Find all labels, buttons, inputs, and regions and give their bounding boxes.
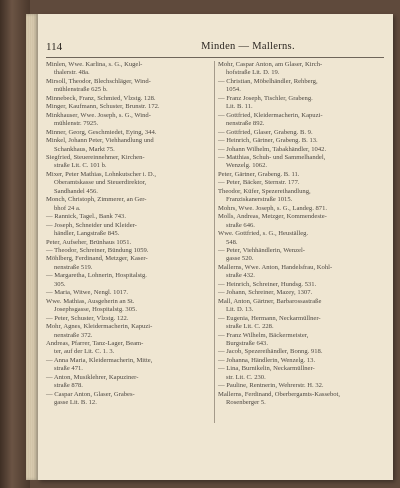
right-column: [218, 61, 383, 408]
entry-line: Theodor, Küfer, Spezereihandlung,: [218, 187, 311, 195]
directory-entry: [218, 382, 383, 390]
entry-line: — Franz Wilhelm, Bäckermeister,: [218, 331, 309, 339]
entry-line: Monch, Christoph, Zimmerer, an Ger-: [46, 196, 147, 204]
entry-line: — Rannick, Tagel., Bank 743.: [46, 213, 126, 221]
directory-entry: [218, 315, 383, 332]
directory-entry: [218, 154, 383, 171]
directory-entry: [218, 213, 383, 230]
entry-line: nenstraße 519.: [54, 263, 93, 271]
entry-line: — Gottfried, Glaser, Grabeng. B. 9.: [218, 128, 313, 136]
directory-entry: [46, 272, 211, 289]
column-divider: [214, 61, 215, 423]
directory-entry: [46, 213, 211, 221]
entry-line: — Matthias, Schuh- und Sammelhandel,: [218, 153, 326, 161]
entry-line: Minkhauser, Wwe. Joseph, s. G., Wind-: [46, 111, 151, 119]
entry-line: thalerstr. 48a.: [54, 69, 90, 77]
entry-line: — Anna Maria, Kleidermacherin, Mitte,: [46, 356, 153, 364]
directory-entry: [218, 298, 383, 315]
directory-entry: [46, 112, 211, 129]
directory-entry: [46, 357, 211, 374]
entry-line: — Peter, Viehhändlerin, Wenzel-: [218, 246, 306, 254]
entry-line: Oberamtskasse und Steuerdirektor,: [54, 179, 147, 187]
entry-line: — Eugenia, Hermann, Neckarmüllner-: [218, 314, 321, 322]
directory-entry: [218, 61, 383, 78]
entry-line: — Margaretha, Lohnerin, Hospitalstg.: [46, 272, 147, 280]
entry-line: Peter, Gärtner, Grabeng. B. 11.: [218, 170, 300, 178]
page-header: [38, 41, 393, 55]
entry-line: nenstraße 372.: [54, 331, 93, 339]
entry-line: bhof 24 a.: [54, 204, 81, 212]
entry-line: ter, auf der Lit. C. 1. 3.: [54, 348, 115, 356]
entry-line: — Heinrich, Schreiner, Hundsg. 531.: [218, 280, 317, 288]
entry-line: mühlenstr. 7925.: [54, 120, 99, 128]
entry-line: — Maria, Witwe, Nengl. 1017.: [46, 289, 129, 297]
entry-line: — Heinrich, Gärtner, Grabeng. B. 13.: [218, 137, 318, 145]
entry-line: Lit. B. 11.: [226, 103, 253, 111]
directory-entry: [218, 112, 383, 129]
entry-line: — Johann Wilhelm, Tabakhändler, 1042.: [218, 145, 327, 153]
entry-line: Mohr, Caspar Anton, am Glaser, Kirch-: [218, 61, 323, 68]
directory-entry: [218, 357, 383, 365]
page-number: 114: [46, 41, 63, 53]
directory-entry: [218, 179, 383, 187]
entry-line: Wwe. Gottfried, s. G., Heuställeg.: [218, 230, 309, 238]
entry-line: — Johann, Schreiner, Mazey, 1307.: [218, 289, 313, 297]
entry-line: — Theodor, Schreiner, Bündung 1059.: [46, 246, 149, 254]
entry-line: — Peter, Bäcker, Sternstr. 177.: [218, 179, 300, 187]
directory-entry: [218, 332, 383, 349]
directory-entry: [46, 129, 211, 137]
entry-line: Minlen, Wwe. Karlina, s. G., Kugel-: [46, 61, 143, 68]
directory-entry: [218, 365, 383, 382]
directory-entry: [46, 340, 211, 357]
entry-line: straße Lit. C. 101 b.: [54, 162, 107, 170]
entry-line: — Gottfried, Kleidermacherin, Kapuzi-: [218, 111, 323, 119]
entry-line: Mirsoll, Theodor, Blechschläger, Wind-: [46, 77, 151, 85]
header-rule: [46, 57, 384, 58]
directory-entry: [46, 247, 211, 255]
entry-line: Wenzelg. 1062.: [226, 162, 268, 170]
directory-entry: [218, 146, 383, 154]
entry-line: nenstraße 892.: [226, 120, 265, 128]
directory-entry: [46, 171, 211, 196]
entry-line: straße 471.: [54, 365, 83, 373]
directory-entry: [218, 137, 383, 145]
directory-page: [38, 14, 393, 480]
directory-entry: [46, 374, 211, 391]
directory-entry: [46, 391, 211, 408]
directory-entry: [46, 61, 211, 78]
entry-line: — Jacob, Spezereihändler, Bonng. 918.: [218, 348, 323, 356]
entry-line: — Christian, Möbelhändler, Rehberg,: [218, 77, 318, 85]
entry-line: Lit. D. 13.: [226, 306, 254, 314]
entry-line: — Pauline, Rentnerin, Wehrerstr. H. 32.: [218, 382, 324, 390]
entry-line: Burgstraße 643.: [226, 339, 268, 347]
directory-entry: [218, 247, 383, 264]
entry-line: straße 646.: [226, 221, 255, 229]
directory-entry: [218, 78, 383, 95]
entry-line: — Joseph, Schneider und Kleider-: [46, 221, 137, 229]
entry-line: — Johanna, Händlerin, Wenzelg. 13.: [218, 356, 316, 364]
entry-line: händler, Langstraße 845.: [54, 230, 120, 238]
entry-line: — Caspar Anton, Glaser, Grabes-: [46, 390, 135, 398]
entry-line: Peter, Aufseher, Brünhaus 1051.: [46, 238, 132, 246]
entry-line: straße 878.: [54, 382, 83, 390]
entry-line: Minner, Georg, Geschmiedet, Eying, 344.: [46, 128, 157, 136]
entry-line: mühlenstraße 625 b.: [54, 86, 108, 94]
entry-line: 1054.: [226, 86, 241, 94]
entry-line: Minkel, Johann Peter, Viehhandlung und: [46, 137, 154, 145]
entry-line: Andreas, Pfarrer, Tanz-Lager, Beam-: [46, 339, 144, 347]
entry-line: gasse Lit. B. 12.: [54, 399, 97, 407]
entry-line: Franziskanerstraße 1015.: [226, 196, 293, 204]
entry-line: Josephsgasse, Hospitalstg. 305.: [54, 306, 137, 314]
directory-entry: [46, 95, 211, 103]
entry-line: — Lina, Burnikelin, Neckarmüllner-: [218, 365, 315, 373]
directory-entry: [218, 171, 383, 179]
entry-line: — Franz Joseph, Tischler, Grabeng.: [218, 94, 313, 102]
entry-line: Mall, Anton, Gärtner, Barbarossastraße: [218, 297, 322, 305]
directory-entry: [46, 298, 211, 315]
entry-line: Mallerns, Ferdinand, Oberbergamts-Kassebot,: [218, 390, 341, 398]
entry-line: Sandhandel 456.: [54, 187, 98, 195]
entry-line: hofstraße Lit. D. 19.: [226, 69, 280, 77]
entry-line: — Peter, Schuster, Vlzstg. 122.: [46, 314, 129, 322]
entry-line: Mixer, Peter Mathias, Lohnkutscher i. D.,: [46, 170, 156, 178]
directory-entry: [218, 281, 383, 289]
directory-entry: [46, 196, 211, 213]
entry-line: 305.: [54, 280, 66, 288]
directory-entry: [218, 348, 383, 356]
entry-line: gasse 520.: [226, 255, 254, 263]
entry-line: Wwe. Mathias, Ausgeherin an St.: [46, 297, 135, 305]
entry-line: straße 432.: [226, 272, 255, 280]
entry-line: Siegfried, Steuereinnehmer, Kirchen-: [46, 153, 145, 161]
entry-line: straße Lit. C. 228.: [226, 323, 274, 331]
running-head: Minden — Mallerns.: [201, 41, 295, 52]
directory-entry: [46, 103, 211, 111]
directory-entry: [46, 239, 211, 247]
entry-line: str. Lit. C. 230.: [226, 373, 266, 381]
page-edges: [26, 14, 38, 480]
directory-entry: [46, 289, 211, 297]
directory-entry: [218, 129, 383, 137]
directory-entry: [218, 188, 383, 205]
directory-entry: [218, 230, 383, 247]
directory-entry: [218, 289, 383, 297]
left-column: [46, 61, 211, 408]
entry-line: Mohrs, Wwe. Joseph, s. G., Landeg. 871.: [218, 204, 328, 212]
directory-entry: [218, 95, 383, 112]
entry-line: — Anton, Musiklehrer, Kapuziner-: [46, 373, 139, 381]
entry-line: Rosenberger 5.: [226, 399, 266, 407]
directory-entry: [46, 315, 211, 323]
entry-line: Minnebeck, Franz, Schmied, Vlzstg. 128.: [46, 94, 156, 102]
entry-line: Möhlberg, Ferdinand, Metzger, Kaser-: [46, 255, 148, 263]
entry-line: Schankhaus, Markt 75.: [54, 145, 115, 153]
directory-entry: [46, 78, 211, 95]
directory-entry: [46, 255, 211, 272]
directory-entry: [218, 391, 383, 408]
entry-line: Mallerns, Wwe. Anton, Handelsfrau, Kohl-: [218, 263, 333, 271]
directory-entry: [218, 205, 383, 213]
directory-entry: [46, 222, 211, 239]
directory-entry: [218, 264, 383, 281]
directory-entry: [46, 323, 211, 340]
entry-line: Mohr, Agnes, Kleidermacherin, Kapuzi-: [46, 323, 153, 331]
entry-line: Minger, Kaufmann, Schuster, Brunstr. 172.: [46, 103, 160, 111]
entry-line: 548.: [226, 238, 238, 246]
directory-entry: [46, 154, 211, 171]
entry-line: Molls, Andreas, Metzger, Kommendeste-: [218, 213, 327, 221]
directory-entry: [46, 137, 211, 154]
